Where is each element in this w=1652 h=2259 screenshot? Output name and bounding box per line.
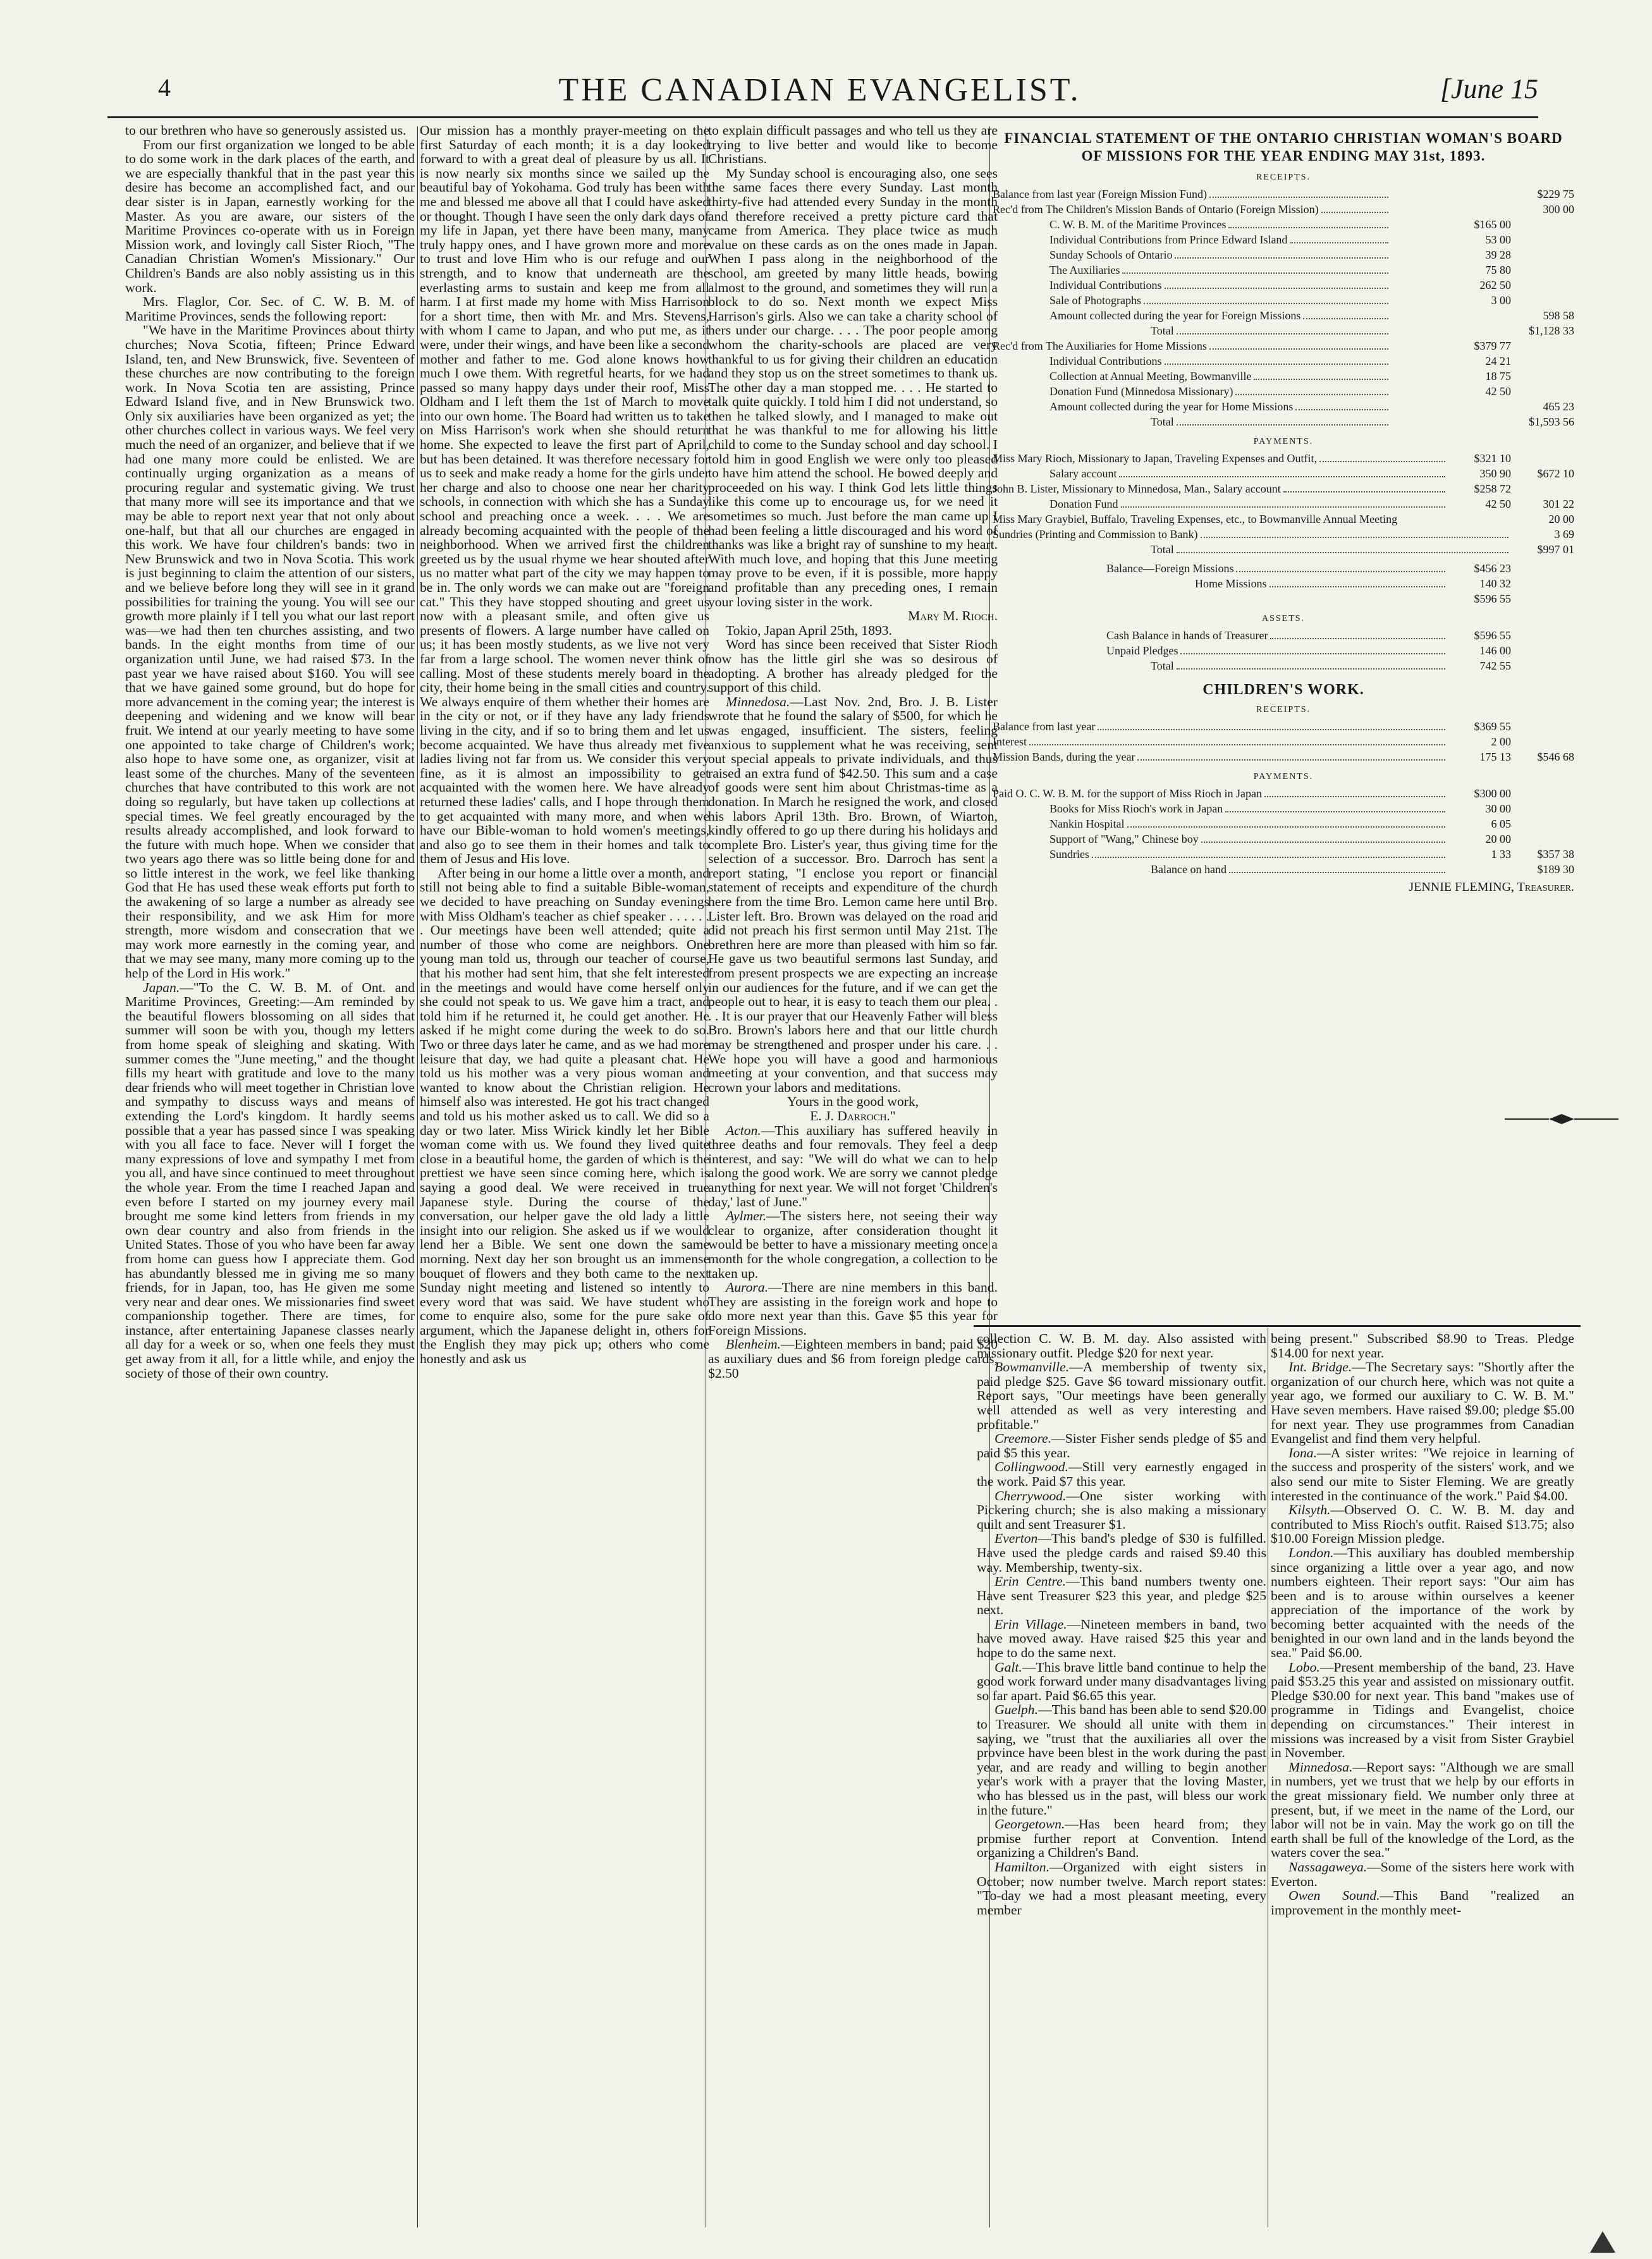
signature: E. J. Darroch." bbox=[810, 1108, 896, 1123]
ledger-total: Total $1,128 33 bbox=[1151, 324, 1574, 337]
paragraph bbox=[708, 1209, 998, 1280]
closing: Yours in the good work, bbox=[786, 1094, 919, 1110]
ledger-row: Paid O. C. W. B. M. for the support of Miss Rioch in Japan $300 00 bbox=[993, 787, 1511, 800]
paragraph-body: —Eighteen members in band; paid $20 as auxiliary dues and $6 from foreign pledge cards, $2.50 bbox=[708, 1337, 998, 1381]
paragraph: to our brethren who have so generously assisted us. bbox=[125, 123, 407, 138]
ledger-row: Salary account 350 90 $672 10 bbox=[1049, 467, 1574, 480]
article-column-1 bbox=[125, 123, 415, 2234]
article-column-2 bbox=[420, 123, 709, 2234]
section-lead: Minnedosa. bbox=[726, 694, 790, 709]
paragraph: My Sunday school is encouraging also, one sees the same faces there every Sunday. Last month thirty-five had attended every Sunday in the month and therefore received a pretty picture card that came from America. They place twice as much value on these cards as on the ones made in Japan. When I pass along in the neighborhood of the school, am greeted by many little heads, bowing almost to the ground, and sometimes they will run a block to do so. Next month we expect Miss Harrison's girls. Also we can take a charity school of hers under our charge. . . . The poor people among whom the charity-schools are placed are very thankful to us for giving their children an education and they stop us on the street sometimes to thank us. The other day a man stopped me. . . . He started to talk quite quickly. I told him I did not understand, so then he talked slowly, and I managed to make out that he was thankful to me for allowing his little child to come to the Sunday school and day school. I told him in good English we were only too pleased to have him attend the school. He bowed deeply and proceeded on his way. I think God lets little things like this come up to encourage us, for we need it sometimes so much. Just before the man came up I had been feeling a little discouraged and his word of thanks was like a bright ray of sunshine to my heart. With much love, and hoping that this June meeting may prove to be even, if it is possible, more happy and profitable than any preceding ones, I remain your loving sister in the work. bbox=[708, 165, 998, 609]
ledger-total: Total 742 55 bbox=[1151, 659, 1511, 672]
report-column-4 bbox=[977, 1332, 1266, 2234]
dateline: Tokio, Japan April 25th, 1893. bbox=[726, 622, 892, 638]
children-payments-heading: PAYMENTS. bbox=[1253, 772, 1314, 781]
ledger-row: Cash Balance in hands of Treasurer $596 55 bbox=[1106, 629, 1511, 642]
paragraph: Everton—This band's pledge of $30 is fulfilled. Have used the pledge cards and raised $9.40 this way. Membership, twenty-six. bbox=[977, 1531, 1266, 1575]
paragraph: Creemore.—Sister Fisher sends pledge of $5 and paid $5 this year. bbox=[977, 1431, 1266, 1460]
paragraph bbox=[708, 1280, 998, 1337]
ledger-row: Unpaid Pledges 146 00 bbox=[1106, 644, 1511, 657]
assets-heading: ASSETS. bbox=[1261, 614, 1306, 623]
section-lead: Aylmer. bbox=[726, 1208, 767, 1224]
ledger-row: $596 55 bbox=[1474, 592, 1511, 605]
section-lead: Acton. bbox=[726, 1122, 761, 1138]
paragraph: "We have in the Maritime Provinces about thirty churches; Nova Scotia, fifteen; Prince Edward Island, ten, and New Brunswick, five. Seventeen of these churches are now contributing to the foreign work. In Nova Scotia ten are assisting, Prince Edward Island five, and in New Brunswick two. Only six auxiliaries have been organized as yet; the other churches collect in various ways. We feel very much the need of an organizer, and believe that if we had one many more could be enlisted. We are continually urging organization as a means of procuring regular and systematic giving. We trust that many more will see its importance and that we may be able to report next year that not only about one-half, but that all our churches are engaged in this work. We have four children's bands: two in New Brunswick and two in Nova Scotia. This work is just beginning to claim the attention of our sisters, and we believe before long they will see in it grand possibilities for training the young. You will see our growth more plainly if I tell you what our last report was—we had then ten churches assisting, and two bands. In the eight months from time of our organization until June, we had raised $73. In the past year we have raised about $160. You will see that we have gained some ground, but do hope for more advancement in the coming year; the interest is deepening and widening and we know will bear fruit. We intend at our yearly meeting to have some one appointed to take charge of Children's work; also hope to have some one, as organizer, visit at least some of the churches. Many of the seventeen churches that have contributed to this work are not doing so regularly, but have taken up collections at special times. We feel greatly encouraged by the results already accomplished, and look forward to the future with much hope. When we consider that two years ago there was so little being done for and so little interest in the work, we feel like thanking God that He has used these weak efforts put forth to the awakening of so large a number as already see their responsibility, and we ask Him for more strength, more wisdom and consecration that we may work more earnestly in the coming year, and that we may see many, many more coming up to the help of the Lord in His work." bbox=[125, 322, 415, 981]
ledger-row: Balance—Foreign Missions $456 23 bbox=[1106, 562, 1511, 575]
section-separator bbox=[974, 1325, 1581, 1327]
ledger-row: Books for Miss Rioch's work in Japan 30 00 bbox=[1049, 802, 1511, 815]
paragraph: Erin Village.—Nineteen members in band, two have moved away. Have raised $25 this year and hope to do the same next. bbox=[977, 1616, 1266, 1661]
paragraph: Iona.—A sister writes: "We rejoice in learning of the success and prosperity of the sisters' work, and we also send our mite to Sister Fleming. We are greatly interested in the continuance of the work." Paid $4.00. bbox=[1271, 1445, 1574, 1503]
paragraph: Mrs. Flaglor, Cor. Sec. of C. W. B. M. of Maritime Provinces, sends the following report: bbox=[125, 294, 415, 324]
paragraph bbox=[708, 1123, 998, 1209]
ledger-row: Amount collected during the year for Foreign Missions 598 58 bbox=[1049, 309, 1574, 322]
header-rule bbox=[107, 116, 1538, 118]
paragraph-body: —Last Nov. 2nd, Bro. J. B. Lister wrote that he found the salary of $500, for which he was engaged, insufficient. The sisters, feeling anxious to supplement what he was receiving, sent out special appeals to private individuals, and thus raised an extra fund of $42.50. This sum and a case of goods were sent him about Christmas-time as a donation. In March he resigned the work, and closed his labors April 13th. Bro. Brown, of Wiarton, kindly offered to go up there during his holidays and complete Bro. Lister's year, thus giving time for the selection of a successor. Bro. Darroch has sent a report stating, "I enclose you report or financial statement of receipts and expenditure of the church here from the time Bro. Lemon came here until Bro. Lister left. Bro. Brown was delayed on the road and did not preach his first sermon until May 21st. The brethren here are more than pleased with him so far. He gave us two beautiful sermons last Sunday, and from present prospects we are expecting an increase in our audiences for the future, and if we can get the people out to hear, it is easy to teach them our plea. . . . It is our prayer that our Heavenly Father will bless Bro. Brown's labors here and that our little church may be strengthened and prosper under his care. . . We hope you will have a good and harmonious meeting at your convention, and that success may crown your labors and meditations. bbox=[708, 694, 998, 1095]
ledger-row: Individual Contributions from Prince Edward Island 53 00 bbox=[1049, 233, 1511, 246]
paragraph-body: —The sisters here, not seeing their way clear to organize, after consideration thought it would be better to have a missionary meeting once a month for the whole congregation, a collection to be taken up. bbox=[708, 1208, 998, 1281]
ledger-total: Total $997 01 bbox=[1151, 543, 1574, 556]
column-rule bbox=[417, 126, 418, 2227]
ledger-total: Total $1,593 56 bbox=[1151, 415, 1574, 428]
children-receipts-heading: RECEIPTS. bbox=[1256, 705, 1311, 714]
journal-title: THE CANADIAN EVANGELIST. bbox=[558, 72, 1081, 108]
ledger-row: Donation Fund 42 50 301 22 bbox=[1049, 498, 1574, 510]
ledger-row: Balance from last year (Foreign Mission Fund) $229 75 bbox=[993, 188, 1574, 200]
paragraph: Int. Bridge.—The Secretary says: "Shortly after the organization of our church here, which was not quite a year ago, we formed our auxiliary to C. W. B. M." Have seven members. Have raised $9.00; pledge $5.00 for next year. They use programmes from Canadian Evangelist and find them very helpful. bbox=[1271, 1359, 1574, 1447]
paragraph: Collingwood.—Still very earnestly engaged in the work. Paid $7 this year. bbox=[977, 1459, 1266, 1489]
paragraph: Guelph.—This band has been able to send $20.00 to Treasurer. We should all unite with them in saying, we "trust that the auxiliaries all over the province have been blest in the work during the past year, and are ready and willing to begin another year's work with a prayer that the loving Master, who has blessed us in the past, will bless our work in the future." bbox=[977, 1702, 1266, 1818]
page-header bbox=[101, 66, 1538, 123]
report-column-5 bbox=[1271, 1332, 1574, 2234]
paragraph: From our first organization we longed to be able to do some work in the dark places of the earth, and we are especially thankful that in the past year this desire has become an accomplished fact, and our dear sister is in Japan, earnestly working for the Master. As you are aware, our sisters of the Maritime Provinces co-operate with us in Foreign Mission work, and lovingly call Sister Rioch, "The Canadian Christian Women's Missionary." Our Children's Bands are also nobly assisting us in this work. bbox=[125, 137, 415, 295]
paragraph bbox=[708, 1337, 998, 1380]
ledger-row: Support of "Wang," Chinese boy 20 00 bbox=[1049, 833, 1511, 845]
ledger-row: Interest 2 00 bbox=[993, 735, 1511, 748]
ledger-row: Sunday Schools of Ontario 39 28 bbox=[1049, 248, 1511, 261]
ledger-row: C. W. B. M. of the Maritime Provinces $165 00 bbox=[1049, 218, 1511, 231]
paragraph: After being in our home a little over a month, and still not being able to find a suitable Bible-woman, we decided to have preaching on Sunday evenings with Miss Oldham's teacher as chief speaker . . . . . . . Our meetings have been well attended; quite a number of those who come are neighbors. One young man told us, through our teacher of course, that his mother had sent him, that she felt interested in the meetings and would have come herself only she could not speak to us. We gave him a tract, and told him if he returned it, he could get another. He asked if he might come during the week to do so. Two or three days later he came, and as we had more leisure that day, we had quite a pleasant chat. He told us his mother was a very pious woman and wanted to know about the Christian religion. He himself also was interested. He got his tract changed and told us his mother asked us to call. We did so a day or two later. Miss Wirick kindly let her Bible woman come with us. We found they lived quite close in a beautiful home, the garden of which is the prettiest we have seen since coming here, which is saying a good deal. We were received in true Japanese style. During the course of the conversation, our helper gave the old lady a little insight into our religion. She asked us if we would lend her a Bible. We sent one down the same morning. Next day her son brought us an immense bouquet of flowers and they both came to the next Sunday night meeting and listened so intently to every word that was said. We have student who come to enquire also, some for the pure sake of argument, which the Japanese delight in, others for the English they may pick up; others who come honestly and ask us bbox=[420, 865, 709, 1367]
payments-heading: PAYMENTS. bbox=[1253, 437, 1314, 446]
financial-title: FINANCIAL STATEMENT OF THE ONTARIO CHRISTIAN WOMAN'S BOARD OF MISSIONS FOR THE YEAR ENDING MAY 31st, 1893. bbox=[1004, 130, 1563, 164]
section-lead: Aurora. bbox=[726, 1280, 768, 1295]
paragraph: Cherrywood.—One sister working with Pickering church; she is also making a missionary quilt and sent Treasurer $1. bbox=[977, 1488, 1266, 1532]
paragraph-body: —There are nine members in this band. They are assisting in the foreign work and hope to do more next year than this. Gave $5 this year for Foreign Missions. bbox=[708, 1280, 998, 1338]
paragraph-body: —This auxiliary has suffered heavily in three deaths and four removals. They feel a deep interest, and say: "We will do what we can to help along the good work. We are sorry we cannot pledge anything for next year. We will not forget 'Children's day,' last of June." bbox=[708, 1122, 998, 1209]
paragraph: Kilsyth.—Observed O. C. W. B. M. day and contributed to Miss Rioch's outfit. Raised $13.75; also $10.00 Foreign Mission pledge. bbox=[1271, 1502, 1574, 1546]
paragraph: collection C. W. B. M. day. Also assisted with missionary outfit. Pledge $20 for next year. bbox=[977, 1332, 1266, 1361]
ledger-row: Sundries (Printing and Commission to Bank) 3 69 bbox=[993, 528, 1574, 541]
paragraph bbox=[708, 695, 998, 1095]
children-work-title: CHILDREN'S WORK. bbox=[1202, 682, 1364, 698]
ledger-row: Rec'd from The Children's Mission Bands of Ontario (Foreign Mission) 300 00 bbox=[993, 203, 1574, 216]
ledger-row: Amount collected during the year for Home Missions 465 23 bbox=[1049, 400, 1574, 413]
ledger-row: Mission Bands, during the year 175 13 $546 68 bbox=[993, 750, 1574, 763]
paragraph: Bowmanville.—A membership of twenty six, paid pledge $25. Gave $6 toward missionary outfit. Report says, "Our meetings have been generally well attended as well as very interesting and profitable." bbox=[977, 1359, 1266, 1432]
paragraph: Our mission has a monthly prayer-meeting on the first Saturday of each month; it is a day looked forward to with a great deal of pleasure by us all. It is now nearly six months since we sailed up the beautiful bay of Yokohama. God truly has been with me and blessed me above all that I could have asked or thought. Though I have seen the only dark days of my life in Japan, yet there have been many, many truly happy ones, and I have grown more and more to trust and love Him who is our refuge and our strength, and to know that underneath are the everlasting arms to sustain and keep me from all harm. I at first made my home with Miss Harrison for a short time, then with Mr. and Mrs. Stevens, with whom I came to Japan, and who put me, as it were, under their wings, and have been like a second mother and father to me. God alone knows how much I owe them. With regretful hearts, for we had passed so many happy days under their roof, Miss Oldham and I left them the 1st of March to move into our own home. The Board had written us to take on Miss Harrison's work when she should return home. She expected to leave the first part of April, but has been detained. It was therefore necessary for us to seek and make ready a home for the girls under her charge and also to choose one near her charity schools, in connection with which she has a Sunday school and preaching once a week. . . . We are already becoming acquainted with the people of the neighborhood. When we arrived first the children greeted us by the usual rhyme we hear shouted after us no matter what part of the city we may happen to be in. The only words we can make out are "foreign cat." This they have stopped shouting and greet us now with a pleasant smile, and often give us presents of flowers. A large number have called on us; it has been mostly students, as we live not very far from a large school. The women never think of calling. Most of these students merely board in the city, their home being in the small cities and country. We always enquire of them whether their homes are in the city or not, or if they have any lady friends living in the city, and if so to bring them and let us become acquainted. We have thus already met five ladies living not far from us. We consider this very fine, as it is almost an impossibility to get acquainted with the women here. We have already returned these ladies' calls, and I hope through them to get acquainted with many more, and when we have our Bible-woman to hold women's meetings, and also go to see them in their homes and talk to them of Jesus and His love. bbox=[420, 123, 709, 867]
paragraph bbox=[125, 981, 415, 1381]
signature: Mary M. Rioch. bbox=[908, 608, 998, 624]
paragraph: Georgetown.—Has been heard from; they promise further report at Convention. Intend organizing a Children's Band. bbox=[977, 1816, 1266, 1861]
ledger-row: Miss Mary Rioch, Missionary to Japan, Traveling Expenses and Outfit, $321 10 bbox=[993, 452, 1511, 465]
ledger-row: Nankin Hospital 6 05 bbox=[1049, 817, 1511, 830]
ledger-row: Individual Contributions 262 50 bbox=[1049, 279, 1511, 291]
ledger-row: Balance from last year $369 55 bbox=[993, 720, 1511, 733]
section-lead: Japan. bbox=[143, 979, 180, 995]
paragraph: London.—This auxiliary has doubled membership since organizing a little over a year ago, and now numbers eighteen. Their report says: "Our aim has been and is to arouse within ourselves a keener appreciation of the importance of the work by becoming better acquainted with the needs of the benighted in our own land and in the lands beyond the sea." Paid $6.00. bbox=[1271, 1545, 1574, 1661]
ledger-row: Home Missions 140 32 bbox=[1195, 577, 1511, 590]
paragraph: Minnedosa.—Report says: "Although we are small in numbers, yet we trust that we help by our efforts in the great missionary field. We number only three at present, but, if we meet in the name of the Lord, our labor will not be in vain. May the work go on till the earth shall be full of the knowledge of the Lord, as the waters cover the sea." bbox=[1271, 1759, 1574, 1861]
section-lead: Blenheim. bbox=[726, 1337, 781, 1352]
paragraph: Galt.—This brave little band continue to help the good work forward under many disadvantages living so far apart. Paid $6.65 this year. bbox=[977, 1659, 1266, 1703]
paragraph: being present." Subscribed $8.90 to Treas. Pledge $14.00 for next year. bbox=[1271, 1332, 1574, 1361]
paragraph: Word has since been received that Sister Rioch now has the little girl she was so desirous of adopting. A brother has already pledged for the support of this child. bbox=[708, 637, 998, 695]
paragraph: Nassagaweya.—Some of the sisters here work with Everton. bbox=[1271, 1859, 1574, 1889]
paragraph: Hamilton.—Organized with eight sisters in October; now number twelve. March report states: "To-day we had a most pleasant meeting, every member bbox=[977, 1859, 1266, 1918]
ledger-row: Sundries 1 33 $357 38 bbox=[1049, 848, 1574, 860]
ledger-total: Balance on hand $189 30 bbox=[1151, 863, 1574, 876]
ledger-row: Miss Mary Graybiel, Buffalo, Traveling Expenses, etc., to Bowmanville Annual Meeting 20 00 bbox=[993, 513, 1574, 525]
article-column-3 bbox=[708, 123, 998, 2234]
ledger-row: Donation Fund (Minnedosa Missionary) 42 50 bbox=[1049, 385, 1511, 398]
financial-statement bbox=[993, 130, 1574, 895]
paragraph: Erin Centre.—This band numbers twenty one. Have sent Treasurer $23 this year, and pledge $25 next. bbox=[977, 1574, 1266, 1618]
treasurer-signature: JENNIE FLEMING, Treasurer. bbox=[1409, 880, 1574, 894]
paragraph: to explain difficult passages and who tell us they are trying to live better and would like to become Christians. bbox=[708, 123, 998, 167]
ledger-row: Sale of Photographs 3 00 bbox=[1049, 294, 1511, 307]
paragraph: Owen Sound.—This Band "realized an improvement in the monthly meet- bbox=[1271, 1888, 1574, 1918]
issue-date: [June 15 bbox=[1440, 73, 1538, 104]
paragraph: Lobo.—Present membership of the band, 23. Have paid $53.25 this year and assisted on missionary outfit. Pledge $30.00 for next year. This band "makes use of programme in Tidings and Evangelist, choice depending on circumstances." Their interest in missions was increased by a visit from Sister Graybiel in November. bbox=[1271, 1659, 1574, 1761]
ledger-row: Rec'd from The Auxiliaries for Home Missions $379 77 bbox=[993, 340, 1511, 352]
ledger-row: Collection at Annual Meeting, Bowmanville 18 75 bbox=[1049, 370, 1511, 383]
ledger-row: The Auxiliaries 75 80 bbox=[1049, 264, 1511, 276]
printer-ornament bbox=[1505, 1113, 1618, 1125]
corner-mark bbox=[1587, 2229, 1618, 2254]
receipts-heading: RECEIPTS. bbox=[1256, 173, 1311, 182]
ledger-row: John B. Lister, Missionary to Minnedosa, Man., Salary account $258 72 bbox=[993, 482, 1511, 495]
ledger-row: Individual Contributions 24 21 bbox=[1049, 355, 1511, 367]
paragraph-body: —"To the C. W. B. M. of Ont. and Maritime Provinces, Greeting:—Am reminded by the beautiful flowers blossoming on all sides that summer will soon be with you, though my letters from home speak of sleighing and skating. With summer comes the "June meeting," and the thought fills my heart with gratitude and love to the many dear friends who will meet together in Christian love and sympathy to discuss ways and means of extending the Lord's kingdom. It hardly seems possible that a year has passed since I was speaking with you all face to face. Never will I forget the many expressions of love and sympathy I met from you all, and have since continued to meet throughout the whole year. From the time I reached Japan and even before I started on my journey every mail brought me some kind letters from friends in my own dear country and also from friends in the United States. Those of you who have been far away from home can guess how I appreciate them. God has abundantly blessed me in giving me so many friends, for in Japan, too, has He given me some very near and dear ones. We missionaries find sweet companionship together. There are times, for instance, after entertaining Japanese classes nearly all day for a week or so, when one feels they must get away from it all, for a little while, and enjoy the society of those of their own country. bbox=[125, 979, 415, 1381]
page-number: 4 bbox=[158, 73, 171, 102]
